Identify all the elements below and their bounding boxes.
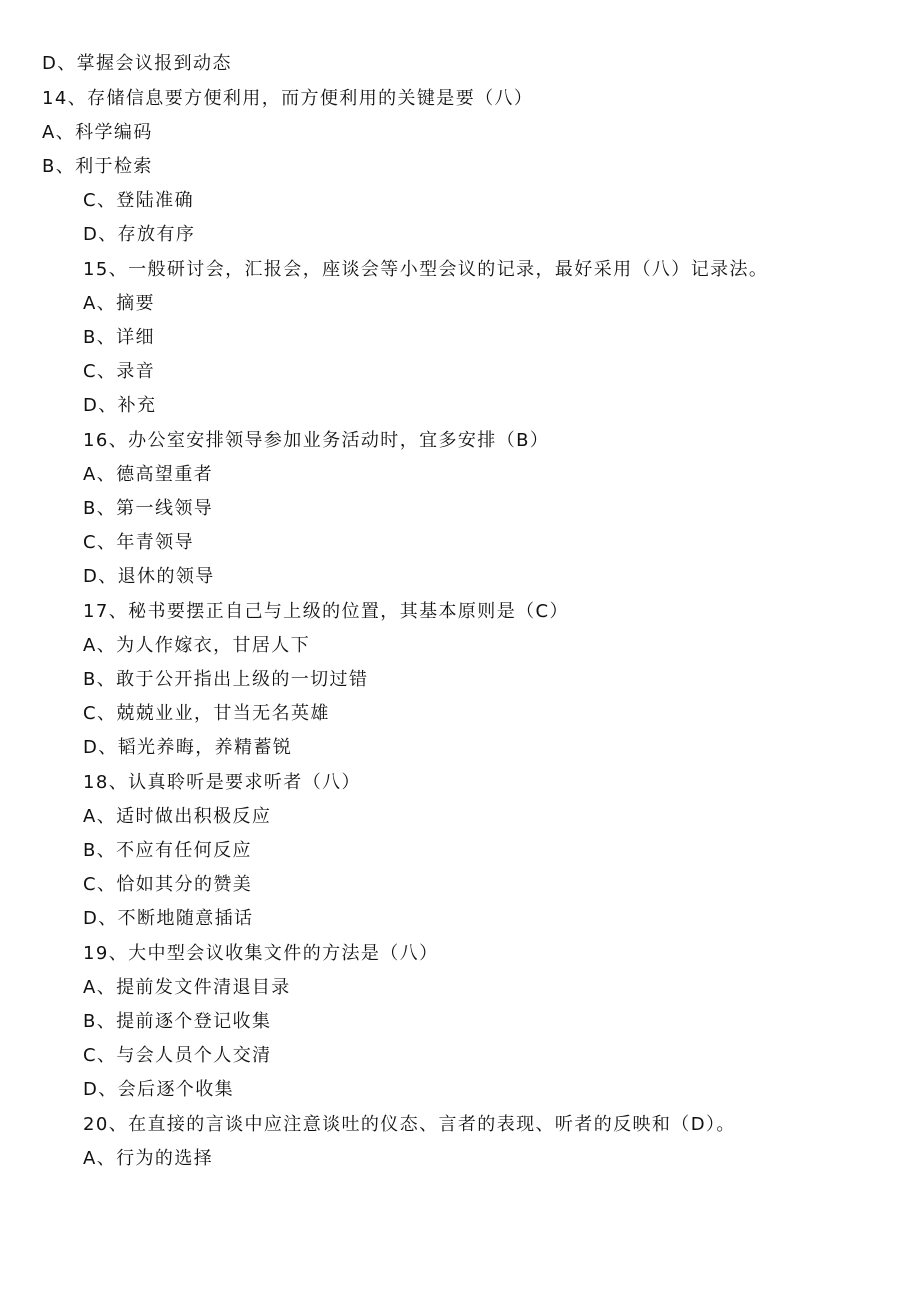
option-a-line: A、德高望重者 <box>83 464 214 485</box>
option-b-line: B、详细 <box>83 327 155 348</box>
question-19-line: 19、大中型会议收集文件的方法是（八） <box>83 943 439 964</box>
option-d-line: D、会后逐个收集 <box>83 1079 235 1100</box>
option-d-line: D、补充 <box>83 395 157 416</box>
question-20-line: 20、在直接的言谈中应注意谈吐的仪态、言者的表现、听者的反映和（D）。 <box>83 1114 736 1135</box>
option-c-line: C、恰如其分的赞美 <box>83 874 253 895</box>
option-b-line: B、敢于公开指出上级的一切过错 <box>83 669 369 690</box>
option-c-line: C、年青领导 <box>83 532 194 553</box>
option-a-line: A、行为的选择 <box>83 1148 214 1169</box>
question-15-line: 15、一般研讨会，汇报会，座谈会等小型会议的记录，最好采用（八）记录法。 <box>83 259 769 280</box>
question-16-line: 16、办公室安排领导参加业务活动时，宜多安排（B） <box>83 430 550 451</box>
option-b-line: B、第一线领导 <box>83 498 214 519</box>
option-b-line: B、不应有任何反应 <box>83 840 252 861</box>
option-a-line: A、适时做出积极反应 <box>83 806 272 827</box>
option-a-line: A、提前发文件清退目录 <box>83 977 291 998</box>
question-18-line: 18、认真聆听是要求听者（八） <box>83 772 361 793</box>
option-a-line: A、为人作嫁衣，甘居人下 <box>83 635 311 656</box>
option-c-line: C、登陆准确 <box>83 190 194 211</box>
option-c-line: C、与会人员个人交清 <box>83 1045 272 1066</box>
question-17-line: 17、秘书要摆正自己与上级的位置，其基本原则是（C） <box>83 601 569 622</box>
option-d-line: D、退休的领导 <box>83 566 215 587</box>
option-a-line: A、科学编码 <box>42 122 153 143</box>
option-b-line: B、提前逐个登记收集 <box>83 1011 272 1032</box>
option-d-line: D、掌握会议报到动态 <box>42 53 232 74</box>
option-c-line: C、兢兢业业，甘当无名英雄 <box>83 703 330 724</box>
question-14-line: 14、存储信息要方便利用，而方便利用的关键是要（八） <box>42 88 534 109</box>
option-a-line: A、摘要 <box>83 293 155 314</box>
option-d-line: D、存放有序 <box>83 224 196 245</box>
option-c-line: C、录音 <box>83 361 156 382</box>
option-d-line: D、韬光养晦，养精蓄锐 <box>83 737 293 758</box>
option-b-line: B、利于检索 <box>42 156 153 177</box>
option-d-line: D、不断地随意插话 <box>83 908 254 929</box>
